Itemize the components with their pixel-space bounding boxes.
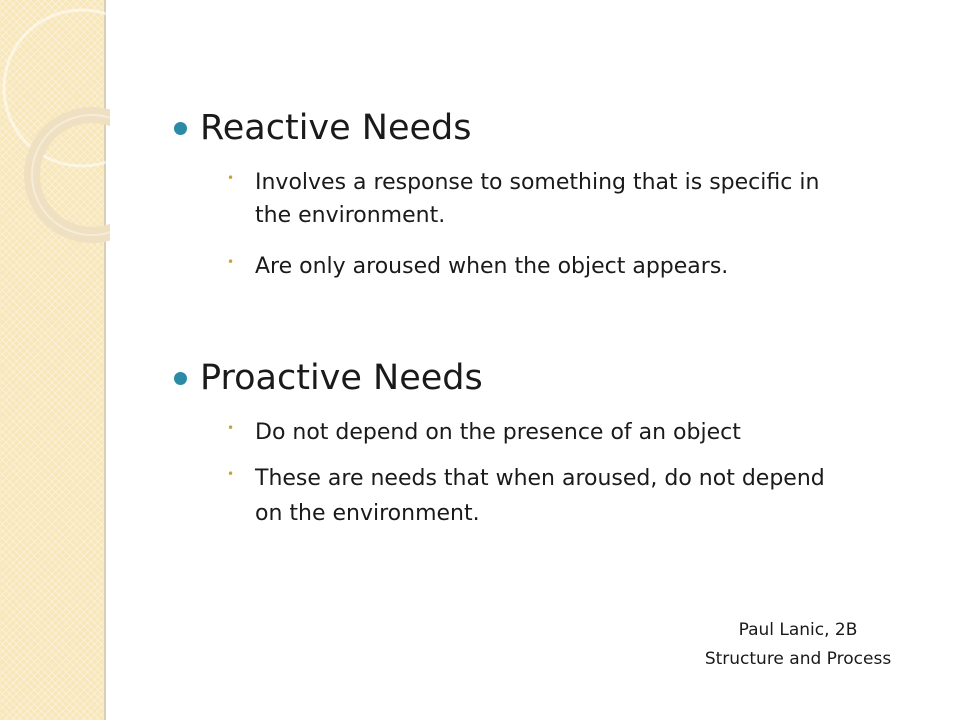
section-heading-proactive: Proactive Needs <box>200 358 483 398</box>
point-text: Do not depend on the presence of an object <box>255 420 741 445</box>
footer-author: Paul Lanic, 2B <box>738 620 858 640</box>
footer-subtitle: Structure and Process <box>704 649 892 669</box>
point-text: on the environment. <box>255 501 480 526</box>
point-text: the environment. <box>255 203 446 228</box>
sub-bullet-icon: • <box>227 467 235 481</box>
point-text: Involves a response to something that is specific in <box>255 170 820 195</box>
sub-bullet-icon: • <box>227 255 235 269</box>
bullet-icon <box>174 372 187 385</box>
point-text: These are needs that when aroused, do not depend <box>255 466 825 491</box>
sub-bullet-icon: • <box>227 171 235 185</box>
sub-bullet-icon: • <box>227 421 235 435</box>
point-text: Are only aroused when the object appears. <box>255 254 729 279</box>
bullet-icon <box>174 122 187 135</box>
decorative-circles <box>0 0 110 260</box>
section-heading-reactive: Reactive Needs <box>200 108 472 148</box>
